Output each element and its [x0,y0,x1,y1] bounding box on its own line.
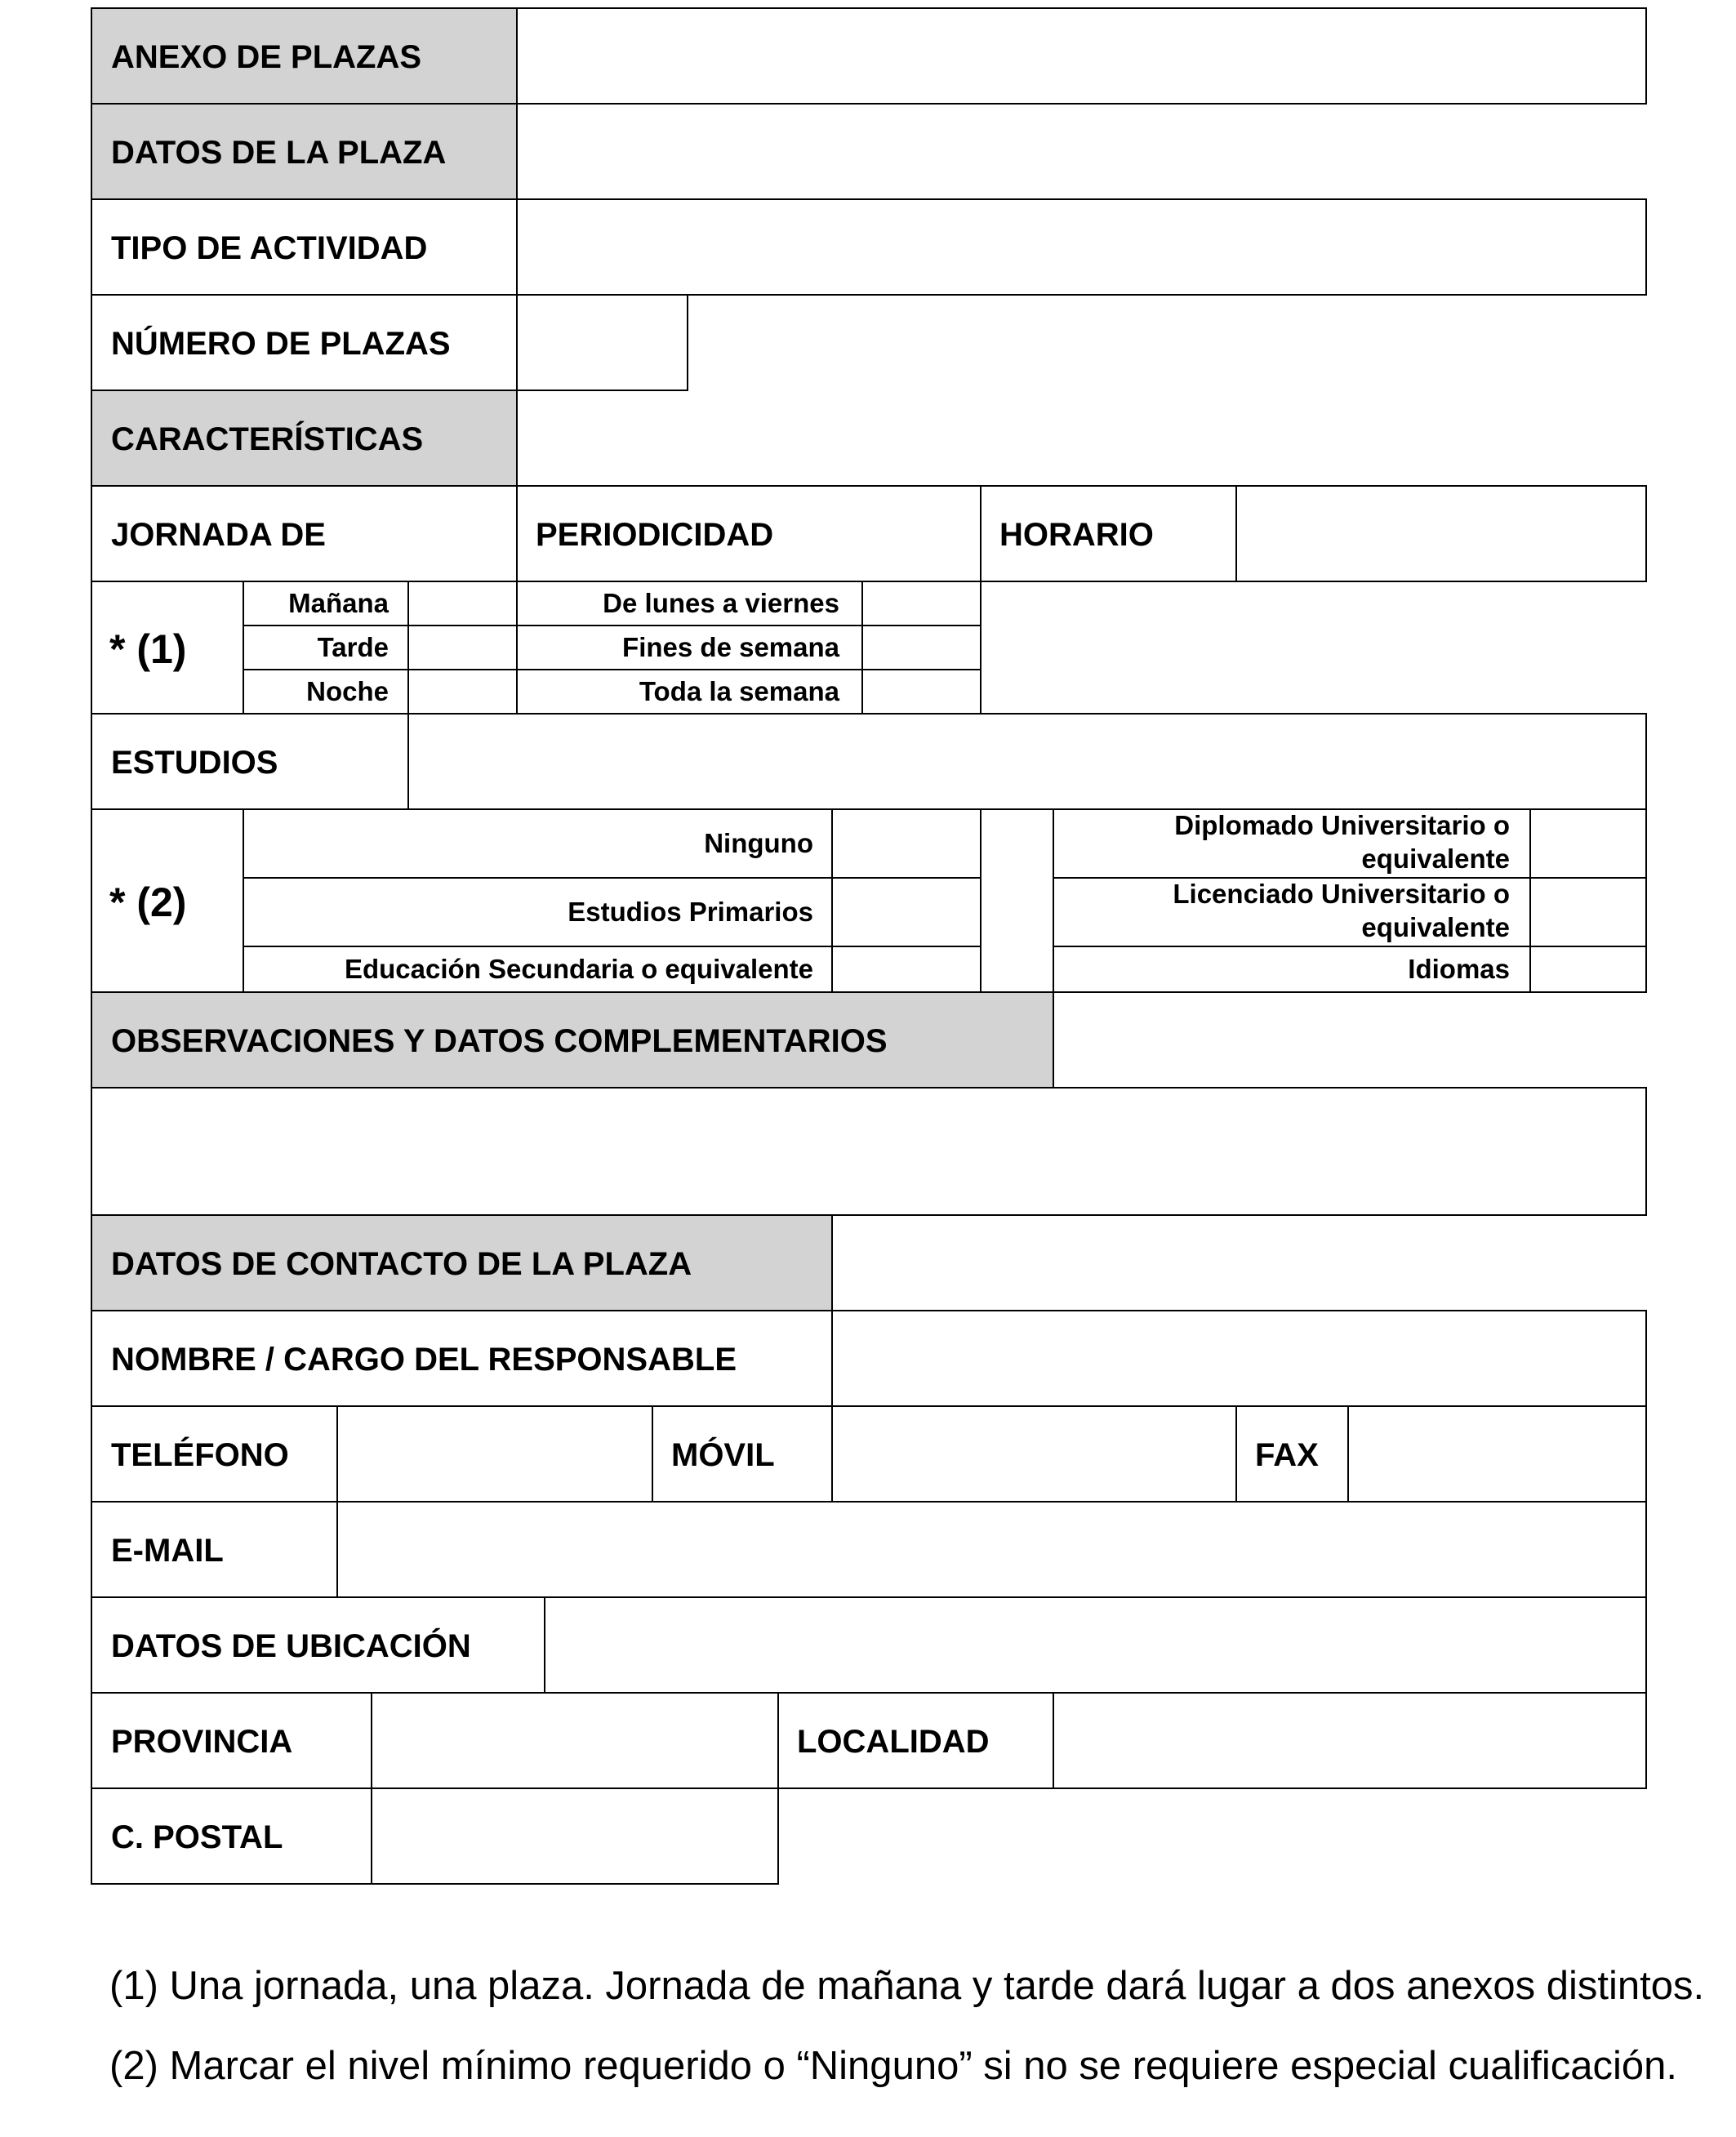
anexo-de-plazas-field[interactable] [516,7,1647,105]
caracteristicas-label: CARACTERÍSTICAS [111,421,424,457]
estudios-marker: * (2) [109,879,187,925]
nombre-cargo-field[interactable] [831,1310,1647,1407]
anexo-de-plazas-label: ANEXO DE PLAZAS [111,39,422,75]
email-label: E-MAIL [111,1533,224,1569]
estudios-option-idiomas: Idiomas [1408,954,1510,984]
observaciones-field[interactable] [91,1087,1647,1216]
fax-label: FAX [1255,1437,1319,1473]
jornada-option-noche-box[interactable] [407,669,518,715]
estudios-option-ninguno-box[interactable] [831,808,982,879]
jornada-de-label: JORNADA DE [111,517,326,553]
estudios-option-secundaria-box[interactable] [831,946,982,993]
periodicidad-option-toda-semana-box[interactable] [861,669,982,715]
periodicidad-option-fines-semana: Fines de semana [622,632,839,662]
jornada-option-manana: Mañana [288,588,389,618]
estudios-option-licenciado-box[interactable] [1529,877,1647,947]
tipo-de-actividad-field[interactable] [516,198,1647,296]
movil-field[interactable] [831,1405,1237,1503]
estudios-option-secundaria: Educación Secundaria o equivalente [344,954,813,984]
periodicidad-label: PERIODICIDAD [536,517,774,553]
c-postal-field[interactable] [371,1788,779,1885]
estudios-option-licenciado-line2: equivalente [1361,912,1510,942]
c-postal-label: C. POSTAL [111,1819,283,1855]
numero-de-plazas-label: NÚMERO DE PLAZAS [111,326,451,362]
estudios-option-primarios: Estudios Primarios [568,897,813,927]
datos-ubicacion-field[interactable] [544,1596,1647,1694]
estudios-option-licenciado-line1: Licenciado Universitario o [1173,879,1510,909]
periodicidad-option-lunes-viernes: De lunes a viernes [603,588,839,618]
datos-contacto-label: DATOS DE CONTACTO DE LA PLAZA [111,1246,692,1282]
estudios-option-diplomado-line2: equivalente [1361,844,1510,874]
provincia-field[interactable] [371,1692,779,1789]
jornada-marker: * (1) [109,626,187,672]
jornada-option-noche: Noche [306,676,389,706]
footnote-1: (1) Una jornada, una plaza. Jornada de mañana y tarde dará lugar a dos anexos distintos. [109,1964,1705,2008]
datos-de-la-plaza-label: DATOS DE LA PLAZA [111,135,447,171]
footnote-2: (2) Marcar el nivel mínimo requerido o “Ninguno” si no se requiere especial cualificación. [109,2044,1678,2088]
estudios-option-diplomado-box[interactable] [1529,808,1647,879]
periodicidad-option-lunes-viernes-box[interactable] [861,581,982,626]
localidad-label: LOCALIDAD [797,1724,990,1760]
numero-de-plazas-field[interactable] [516,294,688,391]
telefono-label: TELÉFONO [111,1437,289,1473]
estudios-option-ninguno: Ninguno [704,828,813,858]
horario-label: HORARIO [999,517,1154,553]
jornada-option-tarde: Tarde [317,632,389,662]
periodicidad-option-fines-semana-box[interactable] [861,625,982,670]
jornada-option-tarde-box[interactable] [407,625,518,670]
estudios-option-diplomado-line1: Diplomado Universitario o [1174,810,1510,840]
nombre-cargo-label: NOMBRE / CARGO DEL RESPONSABLE [111,1342,737,1378]
datos-ubicacion-label: DATOS DE UBICACIÓN [111,1628,471,1664]
estudios-field[interactable] [407,713,1647,810]
estudios-option-primarios-box[interactable] [831,877,982,947]
telefono-field[interactable] [336,1405,653,1503]
localidad-field[interactable] [1053,1692,1647,1789]
estudios-label: ESTUDIOS [111,745,278,781]
movil-label: MÓVIL [671,1437,775,1473]
observaciones-label: OBSERVACIONES Y DATOS COMPLEMENTARIOS [111,1023,888,1059]
fax-field[interactable] [1347,1405,1647,1503]
jornada-option-manana-box[interactable] [407,581,518,626]
estudios-spacer-cell [980,808,1054,993]
provincia-label: PROVINCIA [111,1724,293,1760]
estudios-option-idiomas-box[interactable] [1529,946,1647,993]
tipo-de-actividad-label: TIPO DE ACTIVIDAD [111,230,428,266]
horario-field[interactable] [1235,485,1647,582]
email-field[interactable] [336,1501,1647,1598]
periodicidad-option-toda-semana: Toda la semana [639,676,839,706]
